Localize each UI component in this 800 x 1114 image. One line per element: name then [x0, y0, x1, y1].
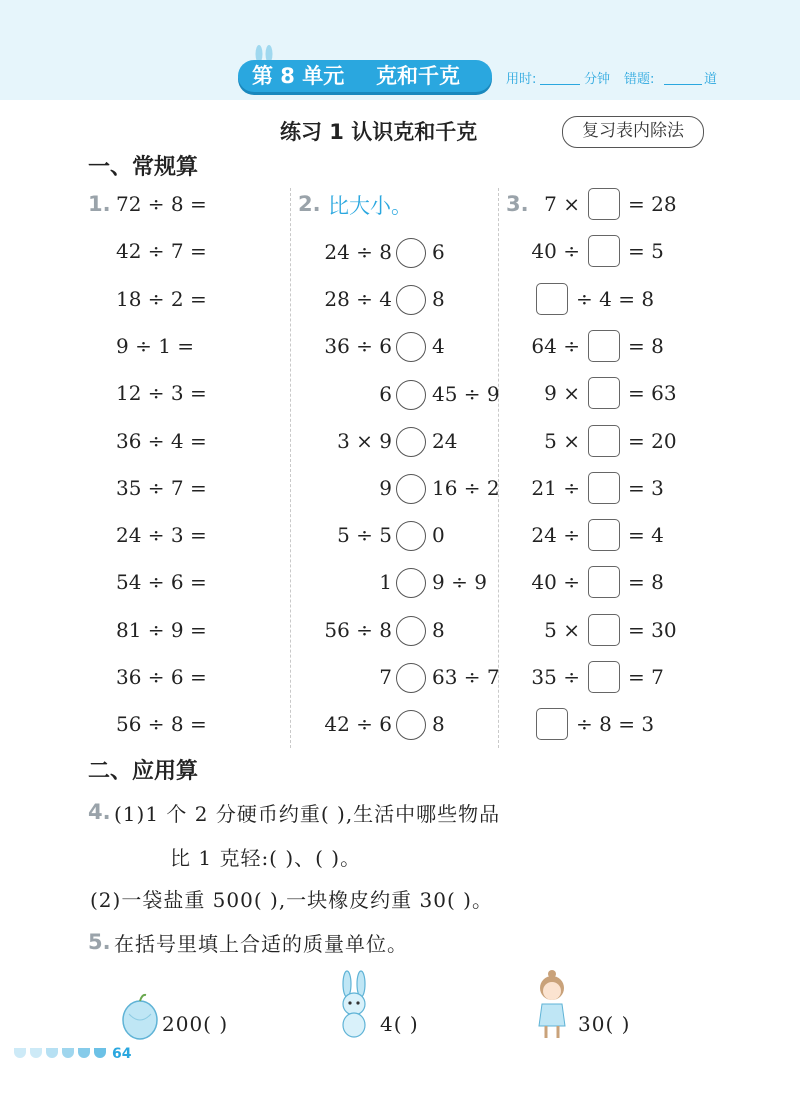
division-problem: 72 ÷ 8 = — [116, 192, 207, 216]
compare-right: 6 — [432, 240, 445, 264]
questions-label: 道 — [704, 72, 718, 87]
compare-right: 16 ÷ 2 — [432, 476, 500, 500]
compare-right: 8 — [432, 617, 445, 642]
question-prompt: 比大小。 — [328, 194, 412, 218]
expression-suffix: = 28 — [628, 192, 677, 216]
expression-prefix: 5 × — [544, 428, 580, 453]
expression-suffix: = 8 — [628, 570, 664, 595]
expression-suffix: = 5 — [628, 239, 664, 264]
expression-suffix: = 20 — [628, 428, 677, 453]
compare-circle[interactable] — [396, 380, 426, 410]
expression-prefix: 9 × — [544, 381, 580, 406]
division-problem: 81 ÷ 9 = — [116, 617, 207, 642]
unit-blank: 30( ) — [578, 1012, 631, 1036]
column-divider — [290, 188, 291, 748]
compare-left: 56 ÷ 8 — [324, 617, 392, 642]
question-text: (2)一袋盐重 500( ),一块橡皮约重 30( )。 — [90, 888, 493, 912]
compare-left: 9 — [379, 476, 392, 500]
division-problem: 36 ÷ 6 = — [116, 665, 207, 689]
compare-left: 24 ÷ 8 — [324, 240, 392, 264]
compare-right: 9 ÷ 9 — [432, 570, 487, 595]
answer-box[interactable] — [588, 566, 620, 598]
footer-dot — [14, 1048, 26, 1058]
division-problem: 18 ÷ 2 = — [116, 286, 207, 311]
compare-circle[interactable] — [396, 238, 426, 268]
time-blank — [540, 84, 580, 85]
girl-icon — [532, 968, 572, 1040]
answer-box[interactable] — [536, 708, 568, 740]
expression-suffix: = 30 — [628, 617, 677, 642]
expression-suffix: ÷ 8 = 3 — [576, 712, 655, 737]
unit-title: 克和千克 — [376, 64, 460, 88]
question-text: 比 1 克轻:( )、( )。 — [170, 846, 362, 870]
footer-dot — [62, 1048, 74, 1058]
compare-right: 24 — [432, 428, 458, 453]
page-title: 练习 1 认识克和千克 — [280, 120, 478, 144]
division-problem: 36 ÷ 4 = — [116, 428, 207, 453]
question-text: 在括号里填上合适的质量单位。 — [114, 932, 408, 956]
expression-prefix: 64 ÷ — [531, 333, 580, 358]
expression-suffix: = 4 — [628, 523, 664, 548]
unit-banner — [238, 60, 492, 92]
compare-right: 63 ÷ 7 — [432, 664, 500, 689]
answer-box[interactable] — [588, 188, 620, 220]
compare-right: 4 — [432, 334, 445, 359]
expression-suffix: = 3 — [628, 475, 664, 500]
errors-label: 错题: — [624, 72, 655, 87]
compare-right: 0 — [432, 523, 445, 548]
compare-circle[interactable] — [396, 521, 426, 551]
question-number: 2. — [298, 192, 321, 216]
compare-right: 8 — [432, 712, 445, 736]
expression-prefix: 5 × — [544, 617, 580, 642]
compare-right: 45 ÷ 9 — [432, 381, 500, 406]
compare-right: 8 — [432, 287, 445, 312]
compare-left: 36 ÷ 6 — [324, 334, 392, 359]
unit-number: 第 8 单元 — [252, 64, 345, 88]
answer-box[interactable] — [588, 330, 620, 362]
answer-box[interactable] — [536, 283, 568, 315]
compare-left: 7 — [379, 664, 392, 689]
expression-prefix: 40 ÷ — [531, 570, 580, 595]
page-number: 64 — [112, 1046, 132, 1062]
question-number: 4. — [88, 800, 111, 824]
section-heading: 一、常规算 — [88, 155, 199, 180]
review-tag: 复习表内除法 — [562, 116, 704, 148]
answer-box[interactable] — [588, 661, 620, 693]
division-problem: 9 ÷ 1 = — [116, 333, 195, 358]
compare-circle[interactable] — [396, 474, 426, 504]
compare-left: 3 × 9 — [337, 428, 392, 453]
answer-box[interactable] — [588, 519, 620, 551]
footer-dot — [30, 1048, 42, 1058]
division-problem: 56 ÷ 8 = — [116, 712, 207, 737]
answer-box[interactable] — [588, 425, 620, 457]
expression-prefix: 24 ÷ — [531, 523, 580, 548]
unit-blank: 4( ) — [380, 1012, 419, 1036]
compare-left: 6 — [379, 381, 392, 406]
expression-suffix: = 63 — [628, 381, 677, 406]
answer-box[interactable] — [588, 472, 620, 504]
header-wave — [0, 92, 800, 106]
expression-prefix: 35 ÷ — [531, 665, 580, 689]
compare-circle[interactable] — [396, 427, 426, 457]
melon-icon — [120, 992, 160, 1040]
section-heading: 二、应用算 — [88, 759, 199, 784]
question-number: 1. — [88, 192, 111, 216]
compare-left: 5 ÷ 5 — [337, 523, 392, 548]
footer-dot — [78, 1048, 90, 1058]
compare-left: 28 ÷ 4 — [324, 287, 392, 312]
minutes-label: 分钟 — [584, 72, 611, 87]
expression-suffix: = 7 — [628, 665, 664, 689]
division-problem: 54 ÷ 6 = — [116, 570, 207, 595]
division-problem: 42 ÷ 7 = — [116, 239, 207, 264]
division-problem: 35 ÷ 7 = — [116, 475, 207, 500]
time-label: 用时: — [506, 72, 537, 87]
errors-blank — [664, 84, 702, 85]
rabbit-icon — [334, 970, 374, 1040]
expression-prefix: 21 ÷ — [531, 475, 580, 500]
compare-left: 1 — [379, 570, 392, 595]
footer-dot — [46, 1048, 58, 1058]
answer-box[interactable] — [588, 614, 620, 646]
division-problem: 24 ÷ 3 = — [116, 523, 207, 548]
compare-circle[interactable] — [396, 285, 426, 315]
compare-circle[interactable] — [396, 616, 426, 646]
compare-circle[interactable] — [396, 710, 426, 740]
expression-prefix: 40 ÷ — [531, 239, 580, 264]
question-number: 5. — [88, 930, 111, 954]
compare-left: 42 ÷ 6 — [324, 712, 392, 736]
division-problem: 12 ÷ 3 = — [116, 381, 207, 406]
compare-circle[interactable] — [396, 332, 426, 362]
compare-circle[interactable] — [396, 663, 426, 693]
answer-box[interactable] — [588, 377, 620, 409]
unit-blank: 200( ) — [162, 1012, 229, 1036]
compare-circle[interactable] — [396, 568, 426, 598]
expression-prefix: 7 × — [544, 192, 580, 216]
footer-dot — [94, 1048, 106, 1058]
expression-suffix: = 8 — [628, 333, 664, 358]
question-number: 3. — [506, 192, 529, 216]
expression-suffix: ÷ 4 = 8 — [576, 286, 655, 311]
question-text: (1)1 个 2 分硬币约重( ),生活中哪些物品 — [114, 802, 501, 826]
answer-box[interactable] — [588, 235, 620, 267]
